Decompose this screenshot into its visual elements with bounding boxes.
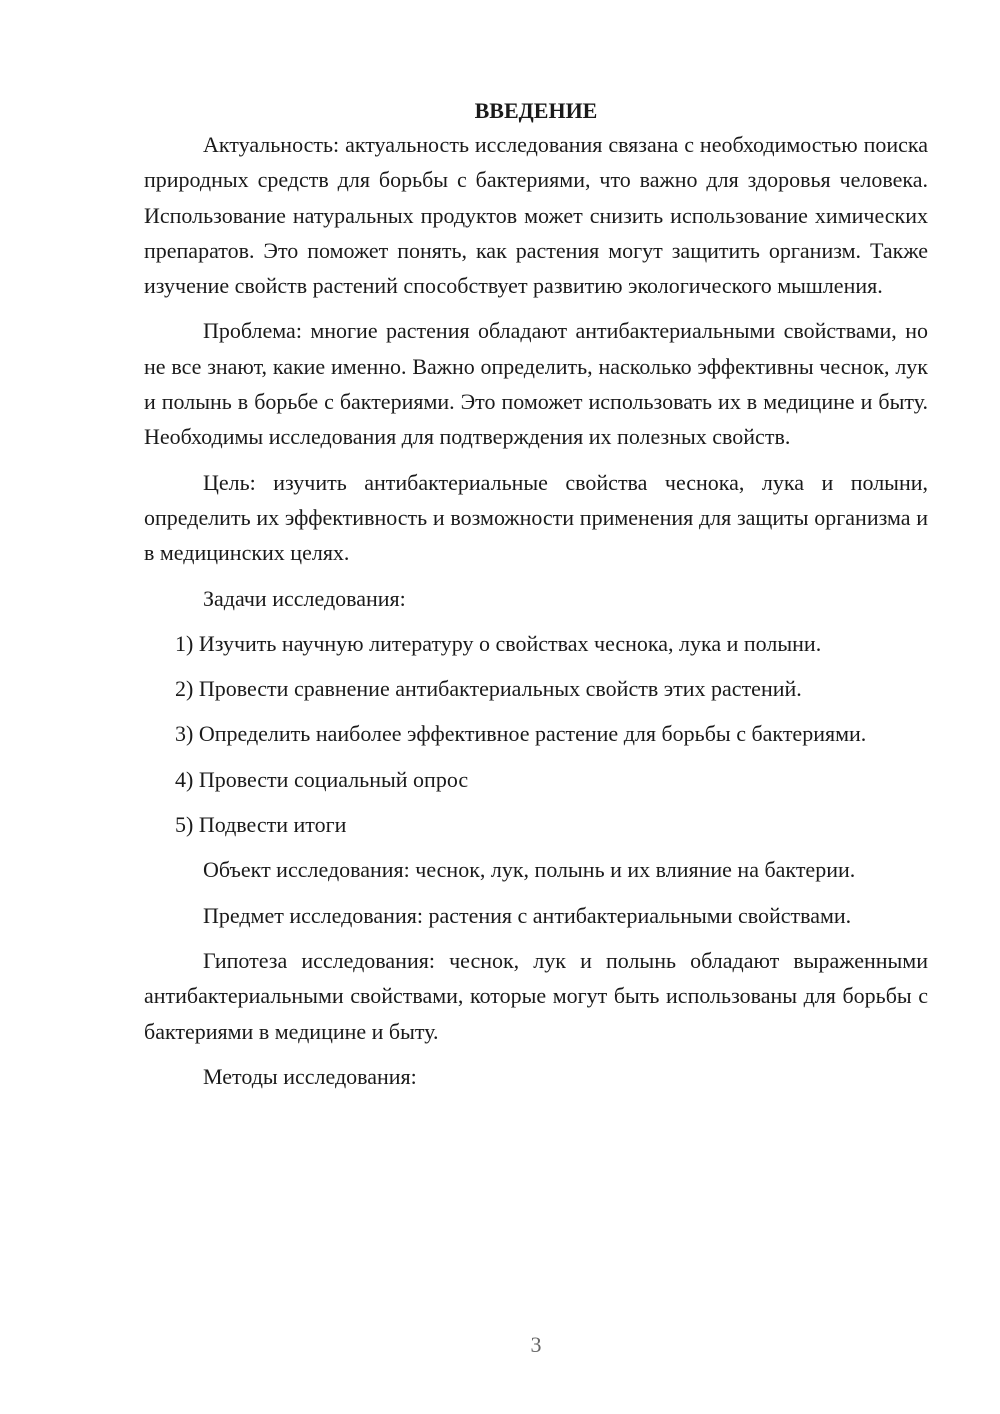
relevance-paragraph: Актуальность: актуальность исследования связана с необходимостью поиска природных средств для борьбы с бактериями, что важно для здоровья человека. Использование натуральных продуктов может снизить использование химических препаратов. Это поможет понять, как растения могут защитить организм. Также изучение свойств растений способствует развитию экологического мышления. <box>144 132 928 299</box>
task-item-2: 2) Провести сравнение антибактериальных свойств этих растений. <box>175 676 802 702</box>
tasks-title: Задачи исследования: <box>203 585 406 611</box>
methods-title: Методы исследования: <box>203 1063 417 1089</box>
section-heading: ВВЕДЕНИЕ <box>474 98 598 123</box>
page-content <box>144 94 928 1104</box>
object-paragraph: Объект исследования: чеснок, лук, полынь и их влияние на бактерии. <box>203 857 856 883</box>
page-number: 3 <box>530 1332 542 1357</box>
task-item-4: 4) Провести социальный опрос <box>175 766 469 792</box>
hypothesis-paragraph: Гипотеза исследования: чеснок, лук и полынь обладают выраженными антибактериальными свойствами, которые могут быть использованы для борьбы с бактериями в медицине и быту. <box>144 947 928 1044</box>
subject-paragraph: Предмет исследования: растения с антибактериальными свойствами. <box>203 902 852 928</box>
task-item-5: 5) Подвести итоги <box>175 812 347 838</box>
goal-paragraph: Цель: изучить антибактериальные свойства чеснока, лука и полыни, определить их эффективность и возможности применения для защиты организма и в медицинских целях. <box>144 469 928 566</box>
task-item-3: 3) Определить наиболее эффективное растение для борьбы с бактериями. <box>175 721 867 747</box>
problem-paragraph: Проблема: многие растения обладают антибактериальными свойствами, но не все знают, какие именно. Важно определить, насколько эффективны чеснок, лук и полынь в борьбе с бактериями. Это поможет использовать их в медицине и быту. Необходимы исследования для подтверждения их полезных свойств. <box>144 318 928 450</box>
task-item-1: 1) Изучить научную литературу о свойствах чеснока, лука и полыни. <box>175 630 822 656</box>
